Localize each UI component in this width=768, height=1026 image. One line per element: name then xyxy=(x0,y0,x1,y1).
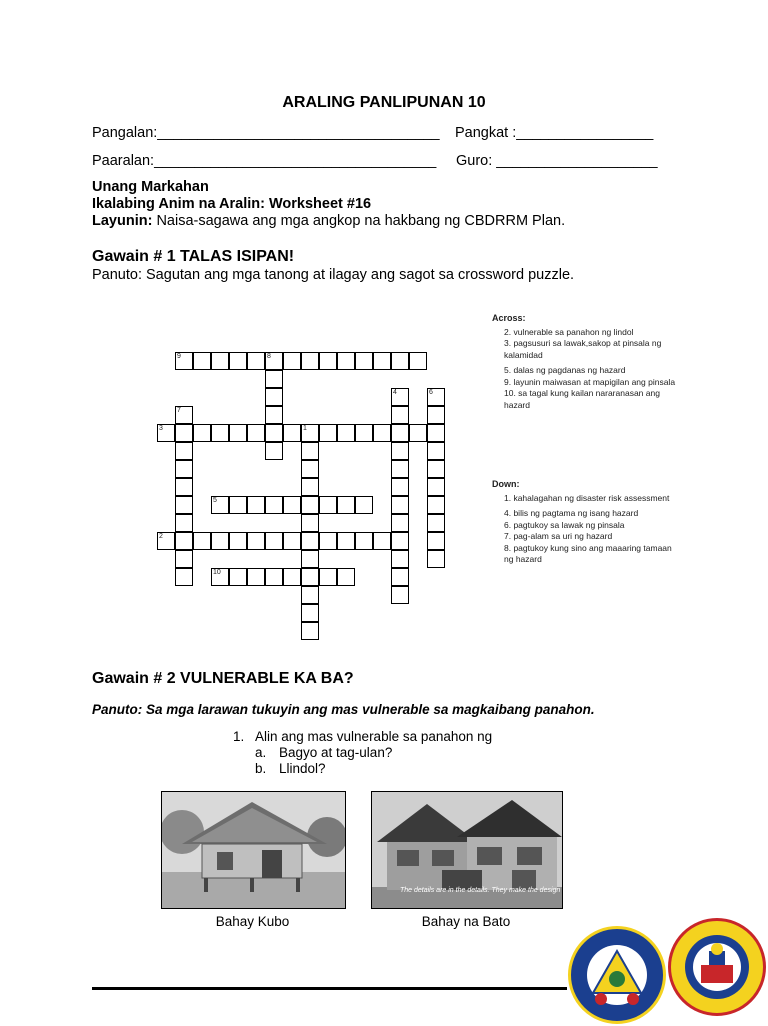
crossword-cell[interactable] xyxy=(337,532,355,550)
crossword-cell[interactable] xyxy=(247,496,265,514)
crossword-cell[interactable] xyxy=(391,460,409,478)
across-title: Across: xyxy=(492,313,526,323)
pangkat-field[interactable]: Pangkat :_________________ xyxy=(455,125,654,141)
guro-field[interactable]: Guro: ____________________ xyxy=(456,153,658,169)
question-text: Alin ang mas vulnerable sa panahon ng xyxy=(255,729,493,744)
crossword-cell[interactable] xyxy=(247,352,265,370)
crossword-cell[interactable] xyxy=(301,514,319,532)
across-clue: 9. layunin maiwasan at mapigilan ang pinsala xyxy=(504,376,676,387)
crossword-cell[interactable] xyxy=(373,532,391,550)
crossword-cell[interactable] xyxy=(229,496,247,514)
question-number: 1. xyxy=(233,729,245,744)
crossword-cell[interactable] xyxy=(229,352,247,370)
crossword-cell[interactable] xyxy=(157,424,175,442)
crossword-cell[interactable] xyxy=(175,460,193,478)
paaralan-field[interactable]: Paaralan:___________________________________ xyxy=(92,153,437,169)
crossword-cell[interactable] xyxy=(427,442,445,460)
crossword-cell[interactable] xyxy=(175,352,193,370)
crossword-clue-number: 9 xyxy=(177,353,181,360)
crossword-clue-number: 7 xyxy=(177,407,181,414)
footer-rule xyxy=(92,987,567,990)
crossword-cell[interactable] xyxy=(337,424,355,442)
crossword-cell[interactable] xyxy=(301,460,319,478)
crossword-cell[interactable] xyxy=(265,352,283,370)
crossword-cell[interactable] xyxy=(229,532,247,550)
crossword-cell[interactable] xyxy=(211,424,229,442)
crossword-cell[interactable] xyxy=(319,496,337,514)
bahay-kubo-photo xyxy=(161,791,346,909)
across-clue: 10. sa tagal kung kailan nararanasan ang hazard xyxy=(504,388,660,410)
crossword-cell[interactable] xyxy=(427,388,445,406)
crossword-cell[interactable] xyxy=(337,352,355,370)
crossword-cell[interactable] xyxy=(283,496,301,514)
crossword-cell[interactable] xyxy=(391,442,409,460)
crossword-cell[interactable] xyxy=(157,532,175,550)
down-clue: 4. bilis ng pagtama ng isang hazard xyxy=(504,508,639,518)
crossword-cell[interactable] xyxy=(427,424,445,442)
crossword-cell[interactable] xyxy=(301,496,319,514)
crossword-cell[interactable] xyxy=(301,352,319,370)
crossword-clue-number: 3 xyxy=(159,425,163,432)
crossword-cell[interactable] xyxy=(355,496,373,514)
crossword-cell[interactable] xyxy=(301,424,319,442)
crossword-cell[interactable] xyxy=(409,424,427,442)
crossword-cell[interactable] xyxy=(319,352,337,370)
crossword-cell[interactable] xyxy=(391,406,409,424)
crossword-cell[interactable] xyxy=(265,370,283,388)
nipa-hut-illustration xyxy=(162,792,345,908)
crossword-cell[interactable] xyxy=(175,406,193,424)
crossword-cell[interactable] xyxy=(175,424,193,442)
down-clue: 8. pagtukoy kung sino ang maaaring tamaan ng hazard xyxy=(504,542,672,564)
down-clues xyxy=(492,479,677,566)
crossword-cell[interactable] xyxy=(391,478,409,496)
down-title: Down: xyxy=(492,479,520,489)
crossword-cell[interactable] xyxy=(247,532,265,550)
crossword-cell[interactable] xyxy=(301,478,319,496)
option-b-letter: b. xyxy=(255,761,267,776)
crossword-cell[interactable] xyxy=(409,352,427,370)
crossword-cell[interactable] xyxy=(175,496,193,514)
crossword-cell[interactable] xyxy=(391,424,409,442)
crossword-cell[interactable] xyxy=(229,568,247,586)
crossword-cell[interactable] xyxy=(175,532,193,550)
gawain1-heading: Gawain # 1 TALAS ISIPAN! xyxy=(92,248,295,265)
crossword-cell[interactable] xyxy=(337,496,355,514)
bahay-kubo-caption: Bahay Kubo xyxy=(215,914,290,929)
layunin-text: Naisa-sagawa ang mga angkop na hakbang ng CBDRRM Plan. xyxy=(152,213,566,229)
photo-watermark: The details are in the details. They make the design xyxy=(400,887,561,894)
crossword-cell[interactable] xyxy=(427,496,445,514)
city-seal-icon xyxy=(671,921,763,1013)
crossword-cell[interactable] xyxy=(193,424,211,442)
crossword-cell[interactable] xyxy=(391,586,409,604)
crossword-cell[interactable] xyxy=(229,424,247,442)
crossword-cell[interactable] xyxy=(301,442,319,460)
crossword-cell[interactable] xyxy=(301,586,319,604)
crossword-cell[interactable] xyxy=(175,478,193,496)
crossword-cell[interactable] xyxy=(319,424,337,442)
crossword-clue-number: 1 xyxy=(303,425,307,432)
crossword-cell[interactable] xyxy=(283,352,301,370)
crossword-cell[interactable] xyxy=(427,514,445,532)
crossword-cell[interactable] xyxy=(175,568,193,586)
across-clue: 3. pagsusuri sa lawak,sakop at pinsala ng kalamidad xyxy=(504,338,662,360)
crossword-cell[interactable] xyxy=(337,568,355,586)
crossword-cell[interactable] xyxy=(391,568,409,586)
worksheet-title: ARALING PANLIPUNAN 10 xyxy=(282,94,486,111)
crossword-clue-number: 8 xyxy=(267,353,271,360)
across-clue: 2. vulnerable sa panahon ng lindol xyxy=(504,326,634,337)
crossword-clue-number: 6 xyxy=(429,389,433,396)
down-clue: 7. pag-alam sa uri ng hazard xyxy=(504,531,613,541)
down-clue: 1. kahalagahan ng disaster risk assessment xyxy=(504,492,670,503)
division-seal-icon xyxy=(571,929,663,1021)
option-a-letter: a. xyxy=(255,745,267,760)
crossword-cell[interactable] xyxy=(301,532,319,550)
option-a: Bagyo at tag-ulan? xyxy=(279,745,393,760)
crossword-cell[interactable] xyxy=(211,532,229,550)
crossword-cell[interactable] xyxy=(193,532,211,550)
crossword-cell[interactable] xyxy=(283,568,301,586)
crossword-cell[interactable] xyxy=(175,514,193,532)
crossword-cell[interactable] xyxy=(211,352,229,370)
crossword-cell[interactable] xyxy=(265,532,283,550)
bahay-na-bato-caption: Bahay na Bato xyxy=(421,914,511,929)
crossword-cell[interactable] xyxy=(427,550,445,568)
crossword-cell[interactable] xyxy=(175,550,193,568)
crossword-cell[interactable] xyxy=(391,550,409,568)
crossword-clue-number: 10 xyxy=(213,569,221,576)
crossword-cell[interactable] xyxy=(301,622,319,640)
crossword-cell[interactable] xyxy=(211,568,229,586)
crossword-cell[interactable] xyxy=(355,424,373,442)
crossword-cell[interactable] xyxy=(247,424,265,442)
crossword-clue-number: 4 xyxy=(393,389,397,396)
crossword-cell[interactable] xyxy=(265,388,283,406)
crossword-cell[interactable] xyxy=(373,424,391,442)
gawain1-panuto: Panuto: Sagutan ang mga tanong at ilagay ang sagot sa crossword puzzle. xyxy=(92,267,575,283)
crossword-clue-number: 5 xyxy=(213,497,217,504)
crossword-cell[interactable] xyxy=(301,550,319,568)
crossword-cell[interactable] xyxy=(391,352,409,370)
crossword-cell[interactable] xyxy=(301,604,319,622)
crossword-cell[interactable] xyxy=(427,406,445,424)
crossword-cell[interactable] xyxy=(427,532,445,550)
worksheet-label: Ikalabing Anim na Aralin: Worksheet #16 xyxy=(92,196,372,212)
crossword-cell[interactable] xyxy=(301,568,319,586)
crossword-cell[interactable] xyxy=(319,532,337,550)
crossword-cell[interactable] xyxy=(391,388,409,406)
option-b: Llindol? xyxy=(279,761,326,776)
crossword-cell[interactable] xyxy=(427,460,445,478)
crossword-cell[interactable] xyxy=(319,568,337,586)
crossword-cell[interactable] xyxy=(265,406,283,424)
crossword-cell[interactable] xyxy=(391,496,409,514)
gawain2-heading: Gawain # 2 VULNERABLE KA BA? xyxy=(92,670,354,687)
crossword-cell[interactable] xyxy=(265,568,283,586)
pangalan-field[interactable]: Pangalan:___________________________________ xyxy=(92,125,440,141)
crossword-cell[interactable] xyxy=(193,352,211,370)
pasig-city-seal xyxy=(668,918,766,1016)
layunin-label: Layunin: xyxy=(92,213,153,229)
crossword-cell[interactable] xyxy=(265,424,283,442)
down-clue: 6. pagtukoy sa lawak ng pinsala xyxy=(504,519,625,530)
crossword-cell[interactable] xyxy=(355,532,373,550)
across-clue: 5. dalas ng pagdanas ng hazard xyxy=(504,365,626,375)
crossword-cell[interactable] xyxy=(283,532,301,550)
crossword-cell[interactable] xyxy=(265,442,283,460)
across-clues xyxy=(492,313,677,411)
layunin-line xyxy=(92,213,565,229)
crossword-cell[interactable] xyxy=(247,568,265,586)
crossword-cell[interactable] xyxy=(373,352,391,370)
division-pasig-seal xyxy=(568,926,666,1024)
markahan-label: Unang Markahan xyxy=(92,179,209,195)
crossword-cell[interactable] xyxy=(283,424,301,442)
bahay-na-bato-photo xyxy=(371,791,563,909)
crossword-cell[interactable] xyxy=(355,352,373,370)
crossword-cell[interactable] xyxy=(211,496,229,514)
crossword-cell[interactable] xyxy=(391,532,409,550)
crossword-cell[interactable] xyxy=(265,496,283,514)
crossword-cell[interactable] xyxy=(175,442,193,460)
crossword-cell[interactable] xyxy=(391,514,409,532)
crossword-cell[interactable] xyxy=(427,478,445,496)
crossword-clue-number: 2 xyxy=(159,533,163,540)
gawain2-panuto: Panuto: Sa mga larawan tukuyin ang mas vulnerable sa magkaibang panahon. xyxy=(92,702,595,717)
